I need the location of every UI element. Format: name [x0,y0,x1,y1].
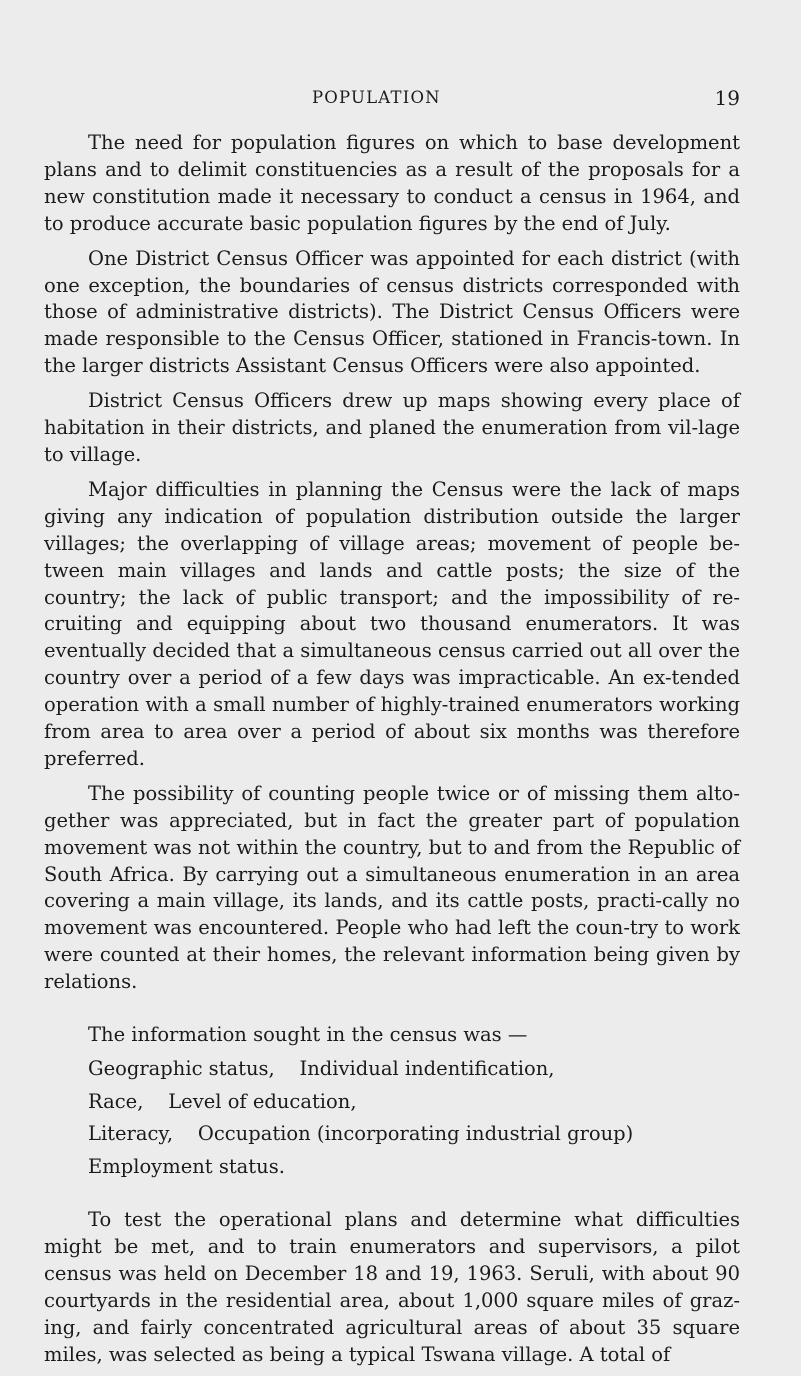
census-info-item: Geographic status, Individual indentification, [88,1057,555,1080]
paragraph-district-officers: One District Census Officer was appointed for each district (with one exception, the boundaries of census districts corresponded with those of administrative districts). The District Census Officers were made responsible to the Census Officer, stationed in Francis-town. In the larger districts Assistant Census Officers were also appointed. [44,246,740,378]
paragraph-census-purpose: The need for population figures on which to base development plans and to delimit constituencies as a result of the proposals for a new constitution made it necessary to conduct a census in 1964, and to produce accurate basic population figures by the end of July. [44,131,740,235]
census-info-item: Employment status. [88,1154,285,1178]
page-number: 19 [714,86,740,110]
paragraph-pilot-census: To test the operational plans and determine what difficulties might be met, and to train enumerators and supervisors, a pilot census was held on December 18 and 19, 1963. Seruli, with about 90 courtyards in the residential area, about 1,000 square miles of graz-ing, and fairly concentrated agricultural areas of about 35 square miles, was selected as being a typical Tswana village. A total of [44,1208,740,1366]
paragraph-difficulties: Major difficulties in planning the Census were the lack of maps giving any indication of population distribution outside the larger villages; the overlapping of village areas; movement of people be-tween main villages and lands and cattle posts; the size of the country; the lack of public transport; and the impossibility of re-cruiting and equipping about two thousand enumerators. It was eventually decided that a simultaneous census carried out all over the country over a period of a few days was impracticable. An ex-tended operation with a small number of highly-trained enumerators working from area to area over a period of about six months was therefore preferred. [44,477,740,770]
census-info-item: Literacy, Occupation (incorporating industrial group) [88,1122,634,1145]
header-title: POPULATION [312,88,441,107]
paragraph-information-sought: The information sought in the census was — [88,1023,528,1047]
census-info-item: Race, Level of education, [88,1089,357,1113]
paragraph-movement: The possibility of counting people twice or of missing them alto-gether was appreciated, but in fact the greater part of population movement was not within the country, but to and from the Republic of South Africa. By carrying out a simultaneous enumeration in an area covering a main village, its lands, and its cattle posts, practi-cally no movement was encountered. People who had left the coun-try to work were counted at their homes, the relevant information being given by relations. [44,781,740,994]
body-text [44,130,740,1376]
paragraph-maps: District Census Officers drew up maps showing every place of habitation in their districts, and planed the enumeration from vil-lage to village. [44,389,740,466]
census-info-list [44,1053,740,1183]
